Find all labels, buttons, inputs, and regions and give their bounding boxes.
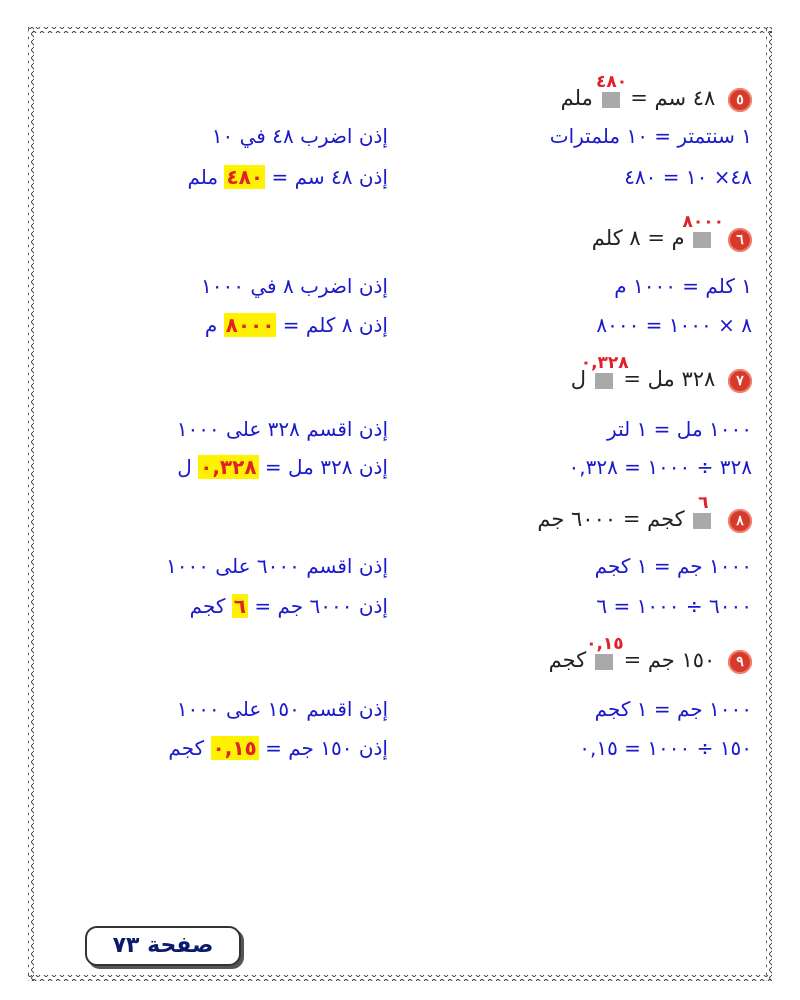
- q5-fact: ١ سنتمتر = ١٠ ملمترات: [549, 124, 752, 148]
- question-number-badge: ٦: [728, 228, 752, 252]
- q5-calc: ٤٨× ١٠ = ٤٨٠: [624, 165, 752, 189]
- answer-blank: ٨٠٠٠: [693, 230, 713, 250]
- question-number-badge: ٩: [728, 650, 752, 674]
- q7-fact: ١٠٠٠ مل = ١ لتر: [607, 417, 752, 441]
- q9-step: إذن اقسم ١٥٠ على ١٠٠٠: [176, 697, 388, 721]
- q8-step: إذن اقسم ٦٠٠٠ على ١٠٠٠: [165, 554, 388, 578]
- question-7: ٧ ٣٢٨ مل = ٠,٣٢٨ ل: [571, 365, 752, 393]
- q6-step: إذن اضرب ٨ في ١٠٠٠: [201, 274, 388, 298]
- q8-calc: ٦٠٠٠ ÷ ١٠٠٠ = ٦: [596, 594, 752, 618]
- highlighted-answer: ٠,١٥: [212, 736, 257, 760]
- q9-result: إذن ١٥٠ جم = ٠,١٥ كجم: [168, 736, 388, 760]
- highlighted-answer: ٤٨٠: [226, 165, 264, 189]
- answer-blank: ٠,٣٢٨: [595, 371, 615, 391]
- q8-result: إذن ٦٠٠٠ جم = ٦ كجم: [189, 594, 388, 618]
- q5-step: إذن اضرب ٤٨ في ١٠: [211, 124, 388, 148]
- question-number-badge: ٧: [728, 369, 752, 393]
- q5-result: إذن ٤٨ سم = ٤٨٠ ملم: [187, 165, 388, 189]
- question-5: ٥ ٤٨ سم = ٤٨٠ ملم: [561, 84, 752, 112]
- q7-calc: ٣٢٨ ÷ ١٠٠٠ = ٠,٣٢٨: [568, 455, 752, 479]
- question-6: ٦ ٨٠٠٠ م = ٨ كلم: [592, 224, 752, 252]
- q7-result: إذن ٣٢٨ مل = ٠,٣٢٨ ل: [177, 455, 388, 479]
- q6-fact: ١ كلم = ١٠٠٠ م: [614, 274, 752, 298]
- highlighted-answer: ٠,٣٢٨: [200, 455, 257, 479]
- question-number-badge: ٥: [728, 88, 752, 112]
- question-8: ٨ ٦ كجم = ٦٠٠٠ جم: [537, 505, 752, 533]
- q8-fact: ١٠٠٠ جم = ١ كجم: [594, 554, 752, 578]
- question-number-badge: ٨: [728, 509, 752, 533]
- highlighted-answer: ٨٠٠٠: [225, 313, 275, 337]
- q9-fact: ١٠٠٠ جم = ١ كجم: [594, 697, 752, 721]
- answer-blank: ٠,١٥: [595, 652, 615, 672]
- q7-step: إذن اقسم ٣٢٨ على ١٠٠٠: [176, 417, 388, 441]
- q6-result: إذن ٨ كلم = ٨٠٠٠ م: [204, 313, 388, 337]
- page-number-label: صفحة ٧٣: [85, 926, 241, 966]
- q6-calc: ٨ × ١٠٠٠ = ٨٠٠٠: [596, 313, 752, 337]
- q9-calc: ١٥٠ ÷ ١٠٠٠ = ٠,١٥: [579, 736, 752, 760]
- question-9: ٩ ١٥٠ جم = ٠,١٥ كجم: [549, 646, 752, 674]
- answer-blank: ٤٨٠: [602, 90, 622, 110]
- answer-blank: ٦: [693, 511, 713, 531]
- highlighted-answer: ٦: [233, 594, 246, 618]
